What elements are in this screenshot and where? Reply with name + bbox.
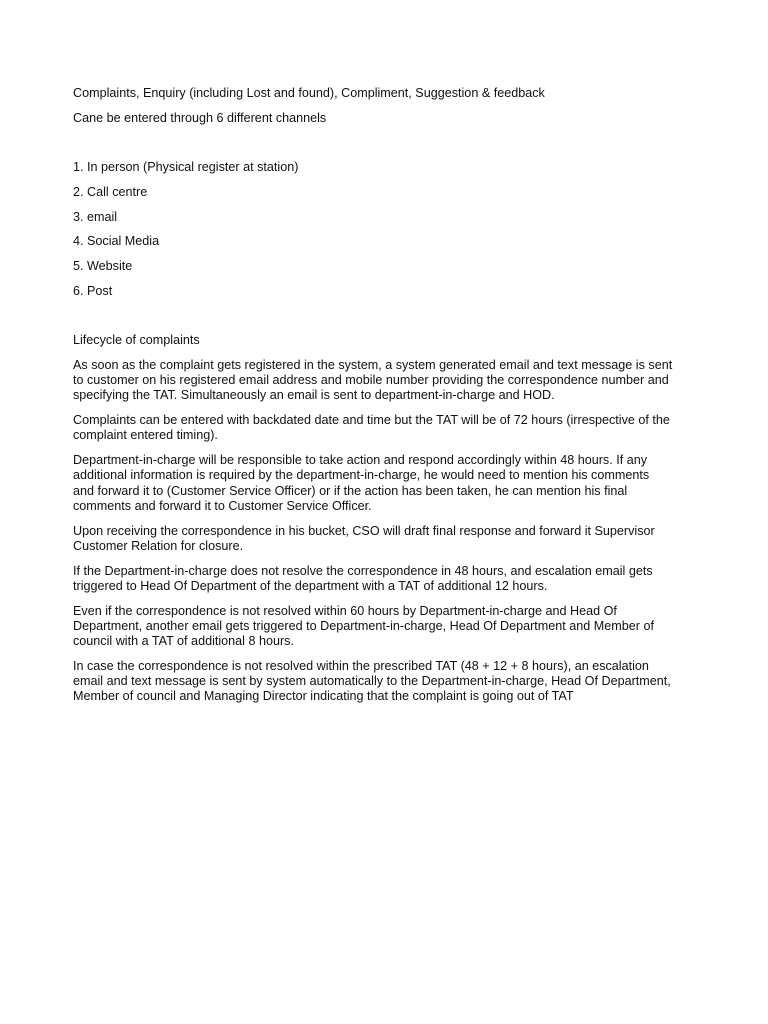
intro-line-1: Complaints, Enquiry (including Lost and found), Compliment, Suggestion & feedback (73, 86, 545, 100)
lifecycle-paragraph: If the Department-in-charge does not resolve the correspondence in 48 hours, and escalation email gets triggered to Head Of Department of the department with a TAT of additional 12 hours. (73, 563, 653, 593)
lifecycle-heading: Lifecycle of complaints (73, 333, 200, 348)
channel-item: 6. Post (73, 283, 113, 298)
intro-line-2: Cane be entered through 6 different channels (73, 110, 327, 125)
lifecycle-paragraph: As soon as the complaint gets registered in the system, a system generated email and text message is sent to customer on his registered email address and mobile number providing the correspondence number and specifying the TAT. Simultaneously an email is sent to department-in-charge and HOD. (73, 357, 673, 403)
channel-item: 1. In person (Physical register at station) (73, 160, 299, 174)
channel-item: 4. Social Media (73, 234, 160, 249)
lifecycle-paragraph: In case the correspondence is not resolved within the prescribed TAT (48 + 12 + 8 hours), an escalation email and text message is sent by system automatically to the Department-in-charge, Head Of Department, Member of council and Managing Director indicating that the complaint is going out of TAT (73, 658, 671, 704)
channel-item: 5. Website (73, 259, 133, 274)
channels-list (73, 160, 673, 299)
channel-item: 3. email (73, 209, 118, 224)
channel-item: 2. Call centre (73, 184, 148, 199)
document-page (73, 86, 673, 714)
lifecycle-paragraph: Complaints can be entered with backdated date and time but the TAT will be of 72 hours (irrespective of the complaint entered timing). (73, 413, 670, 443)
lifecycle-paragraph: Even if the correspondence is not resolved within 60 hours by Department-in-charge and Head Of Department, another email gets triggered to Department-in-charge, Head Of Department and Member of council with a TAT of additional 8 hours. (73, 603, 654, 648)
lifecycle-paragraph: Upon receiving the correspondence in his bucket, CSO will draft final response and forward it Supervisor Customer Relation for closure. (73, 523, 655, 553)
lifecycle-paragraph: Department-in-charge will be responsible to take action and respond accordingly within 48 hours. If any additional information is required by the department-in-charge, he would need to mention his comments and forward it to (Customer Service Officer) or if the action has been taken, he can mention his final comments and forward it to Customer Service Officer. (73, 453, 650, 513)
